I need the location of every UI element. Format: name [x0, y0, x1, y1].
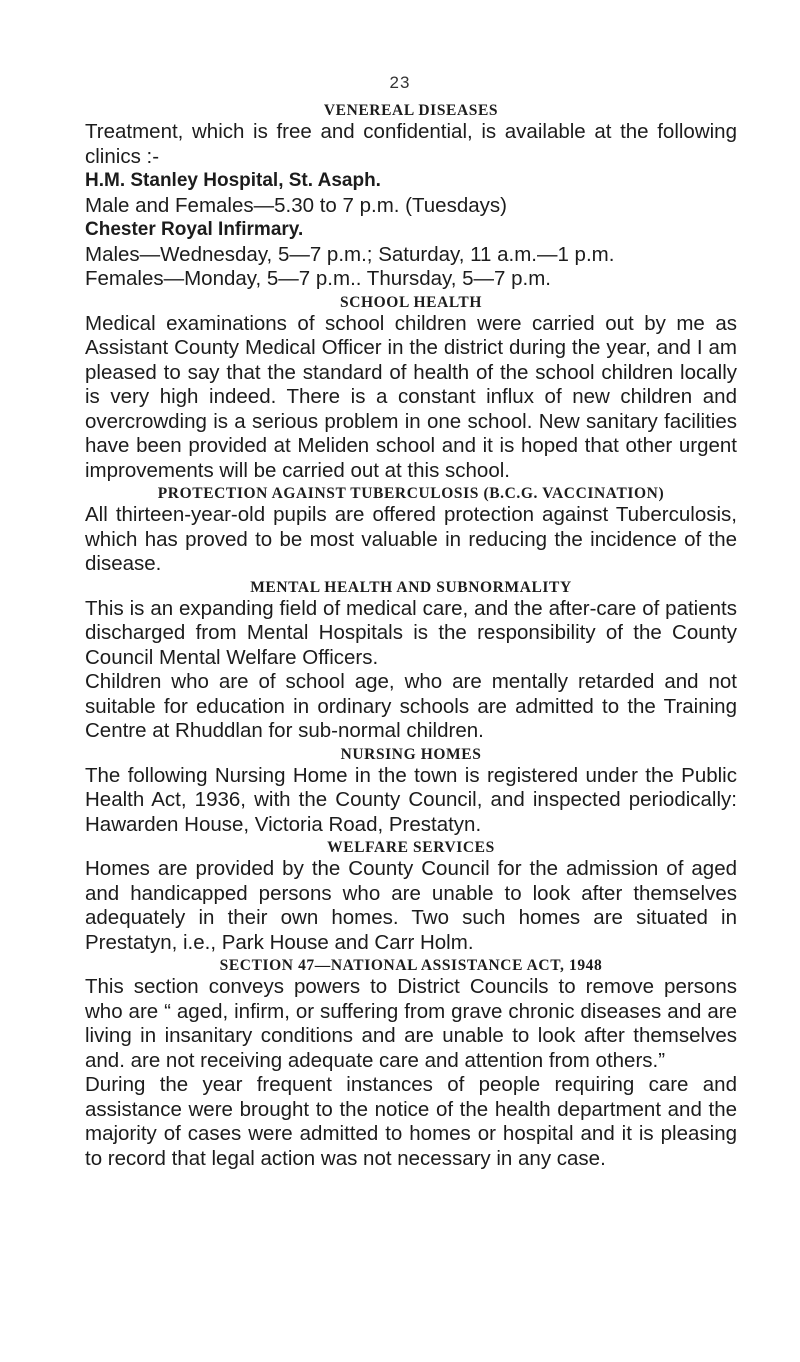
- clinic-name-chester: Chester Royal Infirmary.: [85, 219, 304, 240]
- heading-school-health: SCHOOL HEALTH: [339, 293, 483, 311]
- clinic-hours-chester-females: Females—Monday, 5—7 p.m.. Thursday, 5—7 p.m.: [85, 267, 551, 290]
- welfare-paragraph: Homes are provided by the County Council for the admission of aged and handicapped persons who are unable to look after themselves adequately in their own homes. Two such homes are situated in Prestatyn, i.e., Park House and Carr Holm.: [85, 857, 737, 954]
- tuberculosis-paragraph: All thirteen-year-old pupils are offered protection against Tuberculosis, which has proved to be most valuable in reducing the incidence of the disease.: [85, 503, 737, 575]
- nursing-homes-paragraph: The following Nursing Home in the town is registered under the Public Health Act, 1936, with the County Council, and inspected periodically: Hawarden House, Victoria Road, Prestatyn.: [85, 763, 737, 836]
- heading-venereal-diseases: VENEREAL DISEASES: [323, 102, 499, 119]
- document-body: [85, 100, 737, 1171]
- clinic-hours-st-asaph: Male and Females—5.30 to 7 p.m. (Tuesdays): [85, 193, 507, 217]
- heading-tuberculosis: PROTECTION AGAINST TUBERCULOSIS (B.C.G. VACCINATION): [157, 485, 665, 502]
- heading-nursing-homes: NURSING HOMES: [340, 745, 482, 763]
- mental-health-paragraph-2: Children who are of school age, who are mentally retarded and not suitable for education in ordinary schools are admitted to the Training Centre at Rhuddlan for sub-normal children.: [85, 670, 737, 742]
- page-number: 23: [389, 73, 411, 92]
- heading-mental-health: MENTAL HEALTH AND SUBNORMALITY: [250, 578, 572, 596]
- heading-welfare-services: WELFARE SERVICES: [327, 839, 495, 856]
- section-47-paragraph-1: This section conveys powers to District Councils to remove persons who are “ aged, infirm, or suffering from grave chronic diseases and are living in insanitary conditions and are unable to look after themselves and. are not receiving adequate care and attention from others.”: [85, 975, 737, 1072]
- clinic-name-st-asaph: H.M. Stanley Hospital, St. Asaph.: [85, 170, 381, 191]
- heading-section-47: SECTION 47—NATIONAL ASSISTANCE ACT, 1948: [219, 957, 603, 974]
- school-health-paragraph: Medical examinations of school children were carried out by me as Assistant County Medical Officer in the district during the year, and I am pleased to say that the standard of health of the school children locally is very high indeed. There is a constant influx of new children and overcrowding is a serious problem in one school. New sanitary facilities have been provided at Meliden school and it is hoped that other urgent improvements will be carried out at this school.: [85, 311, 737, 482]
- section-47-paragraph-2: During the year frequent instances of people requiring care and assistance were brought to the notice of the health department and the majority of cases were admitted to homes or hospital and it is pleasing to record that legal action was not necessary in any case.: [85, 1073, 737, 1170]
- venereal-intro: Treatment, which is free and confidential, is available at the following clinics :-: [85, 120, 737, 168]
- clinic-hours-chester-males: Males—Wednesday, 5—7 p.m.; Saturday, 11 a.m.—1 p.m.: [85, 242, 615, 266]
- mental-health-paragraph-1: This is an expanding field of medical care, and the after-care of patients discharged from Mental Hospitals is the responsibility of the County Council Mental Welfare Officers.: [85, 596, 737, 669]
